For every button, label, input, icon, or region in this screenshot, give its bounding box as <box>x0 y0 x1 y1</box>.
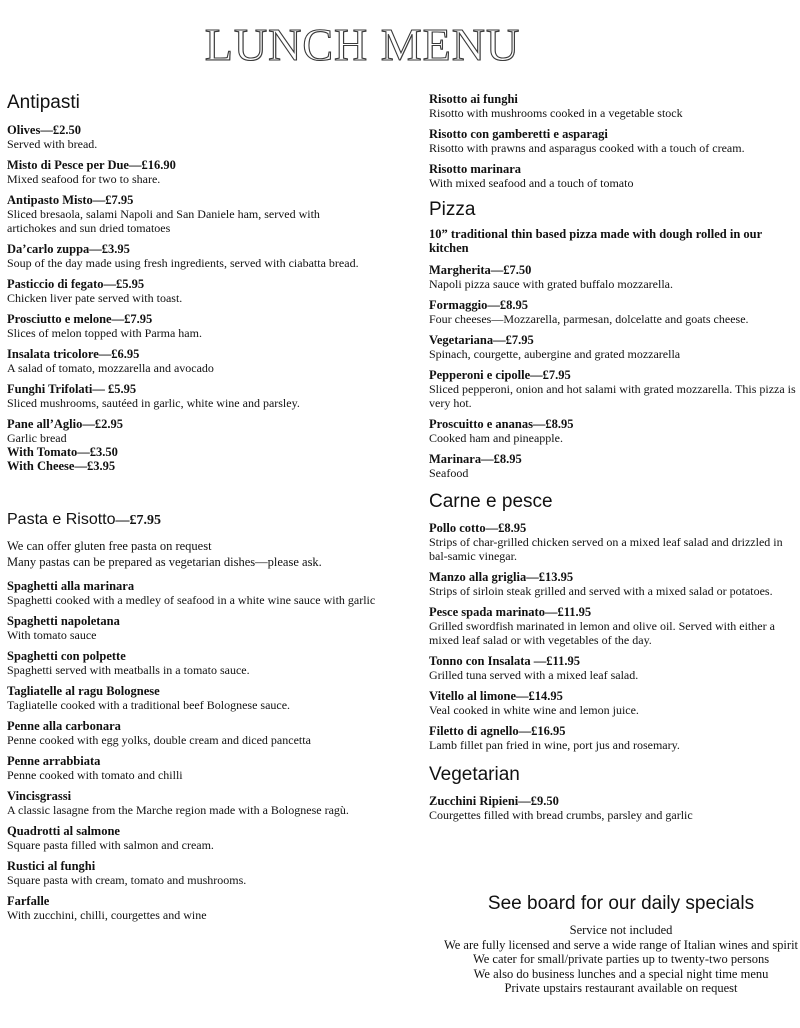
pasta-heading-label: Pasta e Risotto <box>7 511 116 528</box>
item-name: Risotto ai funghi <box>429 92 518 106</box>
menu-item <box>429 162 799 190</box>
item-desc: Mixed seafood for two to share. <box>7 172 161 186</box>
item-desc: With tomato sauce <box>7 628 97 642</box>
item-desc: Veal cooked in white wine and lemon juice. <box>429 703 639 717</box>
item-name: Manzo alla griglia—£13.95 <box>429 570 574 584</box>
menu-item <box>429 333 799 361</box>
item-name: Pane all’Aglio—£2.95 <box>7 417 123 431</box>
menu-item <box>429 92 799 120</box>
item-desc: Grilled tuna served with a mixed leaf salad. <box>429 668 639 682</box>
item-desc: Spaghetti cooked with a medley of seafood in a white wine sauce with garlic <box>7 593 376 607</box>
item-desc: Grilled swordfish marinated in lemon and olive oil. Served with either a mixed leaf salad or with vegetables of the day. <box>429 619 775 647</box>
item-desc: Risotto with mushrooms cooked in a vegetable stock <box>429 106 683 120</box>
footer-line: Private upstairs restaurant available on request <box>504 981 738 995</box>
footer-line: We also do business lunches and a special night time menu <box>473 966 769 981</box>
menu-item <box>7 684 407 712</box>
item-name: Risotto con gamberetti e asparagi <box>429 127 608 141</box>
menu-item <box>7 754 407 782</box>
item-desc: A classic lasagne from the Marche region made with a Bolognese ragù. <box>7 803 349 817</box>
item-name: Pepperoni e cipolle—£7.95 <box>429 368 571 382</box>
item-name: Risotto marinara <box>429 162 521 176</box>
right-column <box>429 92 799 822</box>
item-desc: Soup of the day made using fresh ingredients, served with ciabatta bread. <box>7 256 359 270</box>
menu-item <box>429 654 799 682</box>
item-name: Pollo cotto—£8.95 <box>429 521 527 535</box>
item-desc: Cooked ham and pineapple. <box>429 431 563 445</box>
footer-line: Service not included <box>569 923 673 937</box>
footer-line: We cater for small/private parties up to twenty-two persons <box>472 952 770 966</box>
item-desc: Strips of sirloin steak grilled and served with a mixed salad or potatoes. <box>429 584 773 598</box>
item-desc: Risotto with prawns and asparagus cooked with a touch of cream. <box>429 141 745 155</box>
menu-item <box>429 794 799 822</box>
item-name: Marinara—£8.95 <box>429 452 522 466</box>
item-desc: Napoli pizza sauce with grated buffalo mozzarella. <box>429 277 674 291</box>
antipasti-heading: Antipasti <box>7 92 80 113</box>
item-desc: Strips of char-grilled chicken served on a mixed leaf salad and drizzled in bal-samic vinegar. <box>429 535 783 563</box>
menu-item <box>7 123 407 151</box>
item-name: Vegetariana—£7.95 <box>429 333 534 347</box>
item-name: Penne arrabbiata <box>7 754 101 768</box>
item-name: Penne alla carbonara <box>7 719 121 733</box>
menu-item <box>429 521 799 563</box>
item-name: Vitello al limone—£14.95 <box>429 689 563 703</box>
item-name: Tonno con Insalata —£11.95 <box>429 654 580 668</box>
garlic-tomato-option: With Tomato—£3.50 <box>7 445 118 459</box>
item-name: Prosciutto e melone—£7.95 <box>7 312 153 326</box>
menu-item <box>429 417 799 445</box>
item-name: Proscuitto e ananas—£8.95 <box>429 417 574 431</box>
item-desc: Slices of melon topped with Parma ham. <box>7 326 202 340</box>
item-name: Formaggio—£8.95 <box>429 298 528 312</box>
item-desc: Seafood <box>429 466 469 480</box>
carne-heading: Carne e pesce <box>429 491 553 512</box>
item-desc: Lamb fillet pan fried in wine, port jus and rosemary. <box>429 738 680 752</box>
vegetarian-heading: Vegetarian <box>429 764 520 785</box>
item-name: Vincisgrassi <box>7 789 72 803</box>
item-desc: Tagliatelle cooked with a traditional beef Bolognese sauce. <box>7 698 291 712</box>
menu-item <box>429 605 799 647</box>
menu-item <box>7 312 407 340</box>
menu-item <box>429 127 799 155</box>
vegetarian-note: Many pastas can be prepared as vegetarian dishes—please ask. <box>7 554 322 569</box>
menu-item-garlic-bread <box>7 417 407 473</box>
item-name: Tagliatelle al ragu Bolognese <box>7 684 160 698</box>
footer-line: We are fully licensed and serve a wide range of Italian wines and spirit <box>443 937 799 952</box>
item-desc: Chicken liver pate served with toast. <box>7 291 183 305</box>
menu-item <box>7 158 407 186</box>
item-desc: Sliced mushrooms, sautéed in garlic, white wine and parsley. <box>7 396 300 410</box>
menu-item <box>7 382 407 410</box>
item-name: Rustici al funghi <box>7 859 96 873</box>
item-name: Funghi Trifolati— £5.95 <box>7 382 137 396</box>
menu-item <box>7 894 407 922</box>
item-desc: Four cheeses—Mozzarella, parmesan, dolcelatte and goats cheese. <box>429 312 749 326</box>
menu-item <box>7 789 407 817</box>
footer <box>429 893 800 996</box>
item-desc: Spaghetti served with meatballs in a tomato sauce. <box>7 663 250 677</box>
pizza-heading: Pizza <box>429 199 476 220</box>
page-title: LUNCH MENU <box>204 19 521 70</box>
item-desc: Square pasta with cream, tomato and mushrooms. <box>7 873 247 887</box>
menu-item <box>7 579 407 607</box>
item-name: Quadrotti al salmone <box>7 824 120 838</box>
item-desc: With mixed seafood and a touch of tomato <box>429 176 634 190</box>
menu-item <box>7 347 407 375</box>
garlic-cheese-option: With Cheese—£3.95 <box>7 459 116 473</box>
item-name: Da’carlo zuppa—£3.95 <box>7 242 130 256</box>
item-name: Margherita—£7.50 <box>429 263 532 277</box>
menu-item <box>7 859 407 887</box>
item-desc: Courgettes filled with bread crumbs, parsley and garlic <box>429 808 693 822</box>
item-name: Misto di Pesce per Due—£16.90 <box>7 158 176 172</box>
menu-item <box>7 193 407 235</box>
item-desc: Garlic bread <box>7 431 67 445</box>
item-name: Olives—£2.50 <box>7 123 81 137</box>
left-column <box>7 92 407 922</box>
item-desc: Spinach, courgette, aubergine and grated mozzarella <box>429 347 681 361</box>
daily-specials-title: See board for our daily specials <box>487 893 755 914</box>
menu-item <box>7 719 407 747</box>
menu-item <box>7 242 407 270</box>
menu-item <box>7 824 407 852</box>
item-name: Antipasto Misto—£7.95 <box>7 193 134 207</box>
gluten-free-note: We can offer gluten free pasta on request <box>7 539 212 553</box>
item-desc: Penne cooked with egg yolks, double cream and diced pancetta <box>7 733 311 747</box>
item-name: Spaghetti con polpette <box>7 649 126 663</box>
item-name: Spaghetti alla marinara <box>7 579 135 593</box>
item-name: Zucchini Ripieni—£9.50 <box>429 794 559 808</box>
item-desc: A salad of tomato, mozzarella and avocado <box>7 361 214 375</box>
pizza-intro: 10” traditional thin based pizza made with dough rolled in our kitchen <box>429 227 762 255</box>
pasta-heading <box>7 511 407 529</box>
menu-item <box>429 263 799 291</box>
menu-item <box>7 614 407 642</box>
item-desc: Sliced pepperoni, onion and hot salami with grated mozzarella. This pizza is very hot. <box>429 382 796 410</box>
item-name: Pasticcio di fegato—£5.95 <box>7 277 145 291</box>
menu-item <box>429 368 799 410</box>
menu-item <box>429 689 799 717</box>
item-name: Insalata tricolore—£6.95 <box>7 347 140 361</box>
item-desc: Square pasta filled with salmon and cream. <box>7 838 214 852</box>
item-name: Farfalle <box>7 894 50 908</box>
item-name: Spaghetti napoletana <box>7 614 120 628</box>
item-name: Pesce spada marinato—£11.95 <box>429 605 592 619</box>
menu-item <box>7 649 407 677</box>
pasta-price: —£7.95 <box>115 513 161 528</box>
item-desc: Sliced bresaola, salami Napoli and San Daniele ham, served with artichokes and sun dried tomatoes <box>7 207 320 235</box>
item-desc: Served with bread. <box>7 137 98 151</box>
menu-item <box>429 298 799 326</box>
menu-item <box>429 724 799 752</box>
item-name: Filetto di agnello—£16.95 <box>429 724 566 738</box>
menu-item <box>7 277 407 305</box>
menu-item <box>429 452 799 480</box>
menu-item <box>429 570 799 598</box>
item-desc: Penne cooked with tomato and chilli <box>7 768 183 782</box>
item-desc: With zucchini, chilli, courgettes and wine <box>7 908 207 922</box>
